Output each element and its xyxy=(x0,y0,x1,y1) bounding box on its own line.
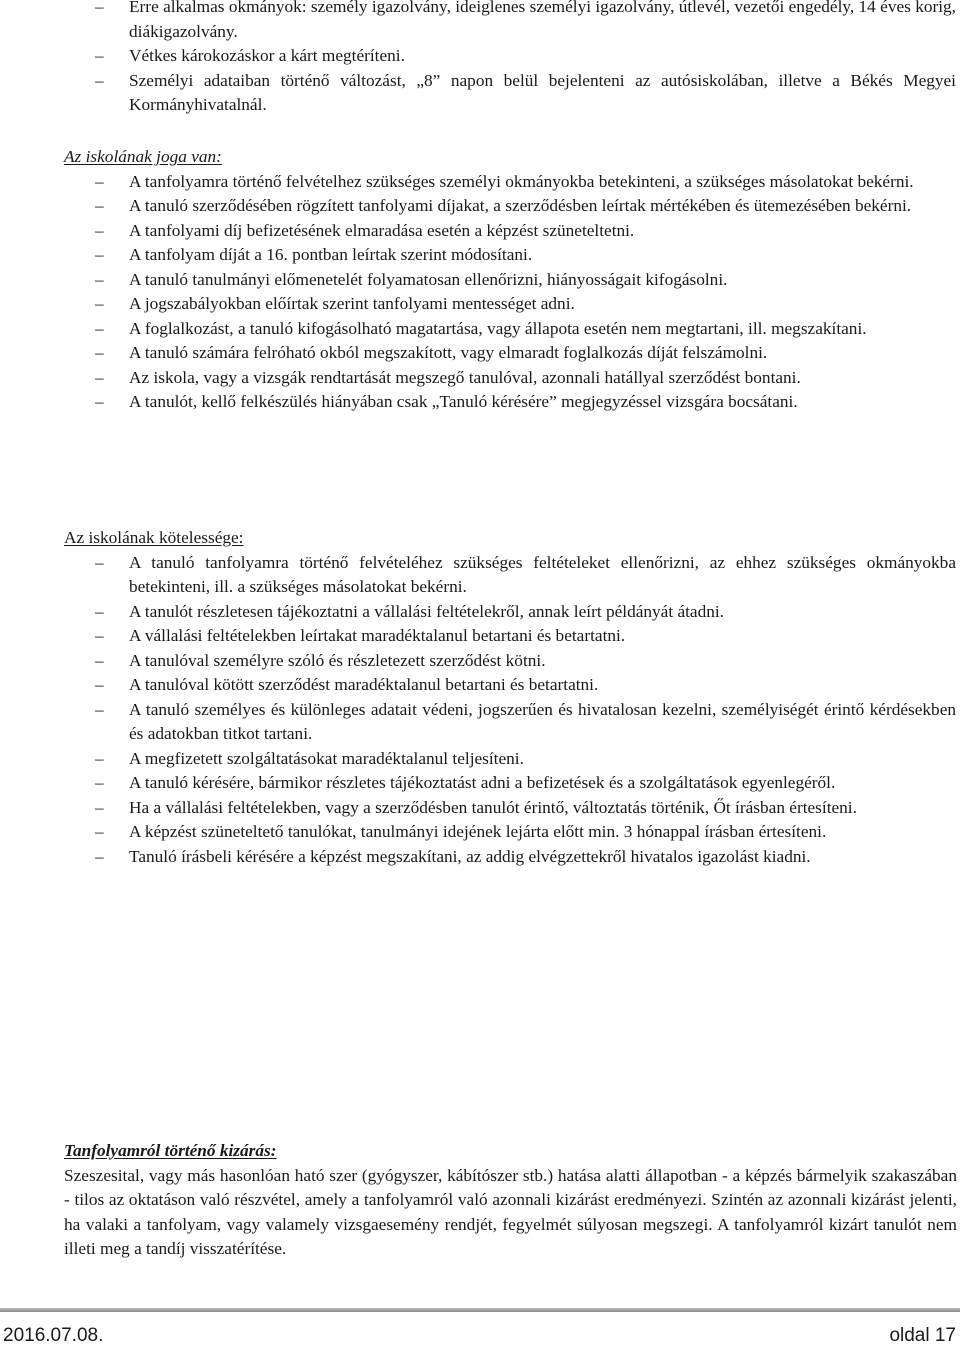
list-item: – A tanfolyamra történő felvételhez szükséges személyi okmányokba betekinteni, a szükséges másolatokat bekérni. xyxy=(64,170,956,195)
rights-heading: Az iskolának joga van: xyxy=(64,147,222,166)
intro-list xyxy=(64,0,956,118)
list-item: – A tanulót részletesen tájékoztatni a vállalási feltételekről, annak leírt példányát átadni. xyxy=(64,600,956,625)
list-item: – A tanulót, kellő felkészülés hiányában csak „Tanuló kérésére” megjegyzéssel vizsgára bocsátani. xyxy=(64,390,956,415)
list-item: – A tanuló számára felróható okból megszakított, vagy elmaradt foglalkozás díját felszámolni. xyxy=(64,341,956,366)
duties-list xyxy=(64,551,956,870)
list-item: – A jogszabályokban előírtak szerint tanfolyami mentességet adni. xyxy=(64,292,956,317)
list-item: – A tanuló szerződésében rögzített tanfolyami díjakat, a szerződésben leírtak mértékében és ütemezésében bekérni. xyxy=(64,194,956,219)
list-item: – A tanuló személyes és különleges adatait védeni, jogszerűen és hivatalosan kezelni, személyiségét érintő kérdésekben és adatokban titkot tartani. xyxy=(64,698,956,747)
list-item: – A tanuló kérésére, bármikor részletes tájékoztatást adni a befizetések és a szolgáltatások egyenlegéről. xyxy=(64,771,956,796)
list-item: – A tanuló tanfolyamra történő felvételéhez szükséges feltételeket ellenőrizni, az ehhez szükséges okmányokba betekinteni, ill. a szükséges másolatokat bekérni. xyxy=(64,551,956,600)
page-number: oldal 17 xyxy=(889,1325,956,1346)
list-item: – A tanulóval személyre szóló és részletezett szerződést kötni. xyxy=(64,649,956,674)
list-item: – A vállalási feltételekben leírtakat maradéktalanul betartani és betartatni. xyxy=(64,624,956,649)
rights-list xyxy=(64,170,956,415)
list-item: – Vétkes károkozáskor a kárt megtéríteni. xyxy=(64,44,956,69)
footer-date: 2016.07.08. xyxy=(3,1325,104,1346)
list-item: – Erre alkalmas okmányok: személy igazolvány, ideiglenes személyi igazolvány, útlevél, vezetői engedély, 14 éves korig, diákigazolvány. xyxy=(64,0,956,44)
list-item: – A képzést szüneteltető tanulókat, tanulmányi idejének lejárta előtt min. 3 hónappal írásban értesíteni. xyxy=(64,820,956,845)
list-item: – A tanfolyam díját a 16. pontban leírtak szerint módosítani. xyxy=(64,243,956,268)
exclusion-section xyxy=(64,1139,957,1262)
list-item: – Tanuló írásbeli kérésére a képzést megszakítani, az addig elvégzettekről hivatalos igazolást kiadni. xyxy=(64,845,956,870)
list-item: – Ha a vállalási feltételekben, vagy a szerződésben tanulót érintő, változtatás történik, Őt írásban értesíteni. xyxy=(64,796,956,821)
list-item: – A foglalkozást, a tanuló kifogásolható magatartása, vagy állapota esetén nem megtartani, ill. megszakítani. xyxy=(64,317,956,342)
exclusion-heading: Tanfolyamról történő kizárás: xyxy=(64,1141,277,1160)
exclusion-paragraph: Szeszesital, vagy más hasonlóan ható szer (gyógyszer, kábítószer stb.) hatása alatti állapotban - a képzés bármelyik szakaszában - tilos az oktatáson való részvétel, amely a tanfolyamról való azonnali kizárást eredményezi. Szintén az azonnali kizárást jelenti, ha valaki a tanfolyam, vagy valamely vizsgaesemény rendjét, fegyelmét súlyosan megszegi. A tanfolyamról kizárt tanulót nem illeti meg a tandíj visszatérítése. xyxy=(64,1165,957,1258)
list-item: – A tanuló tanulmányi előmenetelét folyamatosan ellenőrizni, hiányosságait kifogásolni. xyxy=(64,268,956,293)
list-item: – Személyi adataiban történő változást, „8” napon belül bejelenteni az autósiskolában, illetve a Békés Megyei Kormányhivatalnál. xyxy=(64,69,956,118)
footer-divider xyxy=(0,1308,960,1312)
list-item: – A tanfolyami díj befizetésének elmaradása esetén a képzést szüneteltetni. xyxy=(64,219,956,244)
list-item: – Az iskola, vagy a vizsgák rendtartását megszegő tanulóval, azonnali hatállyal szerződést bontani. xyxy=(64,366,956,391)
duties-section xyxy=(64,526,956,869)
intro-section xyxy=(64,0,956,118)
rights-section xyxy=(64,145,956,415)
list-item: – A megfizetett szolgáltatásokat maradéktalanul teljesíteni. xyxy=(64,747,956,772)
list-item: – A tanulóval kötött szerződést maradéktalanul betartani és betartatni. xyxy=(64,673,956,698)
duties-heading: Az iskolának kötelessége: xyxy=(64,528,244,547)
